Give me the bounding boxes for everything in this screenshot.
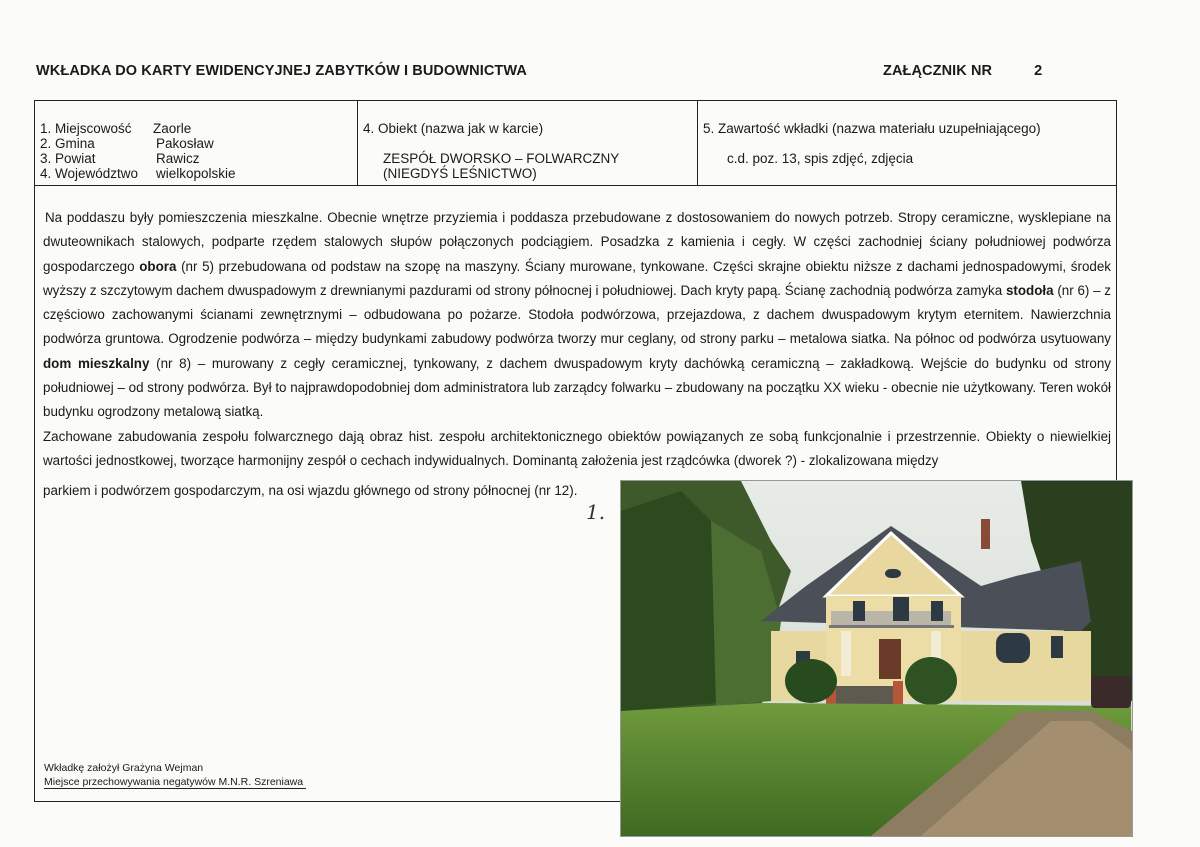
voivodeship-value: wielkopolskie	[156, 166, 236, 181]
footer-storage: Miejsce przechowywania negatywów M.N.R. Szreniawa	[44, 776, 306, 789]
commune-label: 2. Gmina	[40, 136, 95, 151]
contents-value: c.d. poz. 13, spis zdjęć, zdjęcia	[727, 151, 914, 166]
description-paragraph-2	[43, 425, 1111, 474]
text-run: (nr 5) przebudowana od podstaw na szopę na maszyny. Ściany murowane, tynkowane. Części skrajne obiektu niższe z dachami jednospadowymi, środek wyższy z szczytowym dachem dwuspadowym z drewnianymi pazdurami od strony północnej i południowej. Dach kryty papą. Ścianę zachodnią podwórza zamyka	[43, 258, 1111, 298]
description-paragraph-1	[43, 206, 1111, 425]
manor-house-image	[621, 481, 1132, 836]
contents-cell	[698, 101, 1116, 185]
info-box	[35, 101, 1116, 186]
term-stodola: stodoła	[1005, 282, 1054, 298]
county-label: 3. Powiat	[40, 151, 96, 166]
location-cell	[35, 101, 358, 185]
photo-number: 1.	[586, 500, 606, 524]
description-text	[43, 206, 1111, 473]
footer-author	[44, 762, 203, 774]
attachment-number	[883, 63, 1042, 79]
commune-value: Pakosław	[156, 136, 214, 151]
locality-value: Zaorle	[153, 121, 192, 136]
description-last-line: parkiem i podwórzem gospodarczym, na osi wjazdu głównego od strony północnej (nr 12).	[43, 483, 578, 498]
attachment-label: ZAŁĄCZNIK NR	[883, 63, 993, 79]
text-run: (nr 6) – z częściowo zachowanymi ścianami zewnętrznymi – odbudowana po pożarze. Stodoła podwórzowa, przejazdowa, z dachem dwuspadowym krytym eternitem. Nawierzchnia podwórza gruntowa. Ogrodzenie podwórza – między budynkami zabudowy podwórza tworzy mur ceglany, od strony parku – metalowa siatka. Na północ od podwórza usytuowany	[43, 282, 1111, 347]
document-title: WKŁADKA DO KARTY EWIDENCYJNEJ ZABYTKÓW I BUDOWNICTWA	[36, 63, 527, 79]
text-run: Na poddaszu były pomieszczenia mieszkalne. Obecnie wnętrze przyziemia i poddasza przebudowane z dostosowaniem do nowych potrzeb. Stropy ceramiczne, wysklepiane na dwuteownikach stalowych, podparte rzędem stalowych słupów połączonych podciągiem. Posadzka z kamienia i cegły. W części zachodniej ściany południowej podwórza gospodarczego	[43, 210, 1111, 274]
object-label: 4. Obiekt (nazwa jak w karcie)	[363, 121, 544, 136]
voivodeship-label: 4. Województwo	[40, 166, 139, 181]
manor-house-photo	[620, 480, 1133, 837]
attachment-number-value: 2	[1034, 63, 1043, 79]
locality-label: 1. Miejscowość	[40, 121, 132, 136]
object-name-line1: ZESPÓŁ DWORSKO – FOLWARCZNY	[383, 151, 620, 166]
text-run: Zachowane zabudowania zespołu folwarcznego dają obraz hist. zespołu architektonicznego obiektów powiązanych ze sobą funkcjonalnie i przestrzennie. Obiekty o niewielkiej wartości jednostkowej, tworzące harmonijny zespół o cechach indywidualnych. Dominantą założenia jest rządcówka (dworek ?) - zlokalizowana między	[43, 428, 1111, 468]
term-dom-mieszkalny: dom mieszkalny	[43, 355, 150, 371]
author-label: Wkładkę założył	[44, 762, 120, 774]
county-value: Rawicz	[156, 151, 200, 166]
author-name: Grażyna Wejman	[122, 762, 204, 774]
object-cell	[358, 101, 698, 185]
term-obora: obora	[139, 258, 177, 274]
contents-label: 5. Zawartość wkładki (nazwa materiału uzupełniającego)	[703, 121, 1041, 136]
object-name-line2: (NIEGDYŚ LEŚNICTWO)	[383, 166, 537, 181]
text-run: (nr 8) – murowany z cegły ceramicznej, tynkowany, z dachem dwuspadowym kryty dachówką ceramiczną – zakładkową. Wejście do budynku od strony południowej – od strony podwórza. Był to najprawdopodobniej dom administratora lub zarządcy folwarku – zbudowany na początku XX wieku - obecnie nie użytkowany. Teren wokół budynku ogrodzony metalową siatką.	[43, 355, 1112, 420]
